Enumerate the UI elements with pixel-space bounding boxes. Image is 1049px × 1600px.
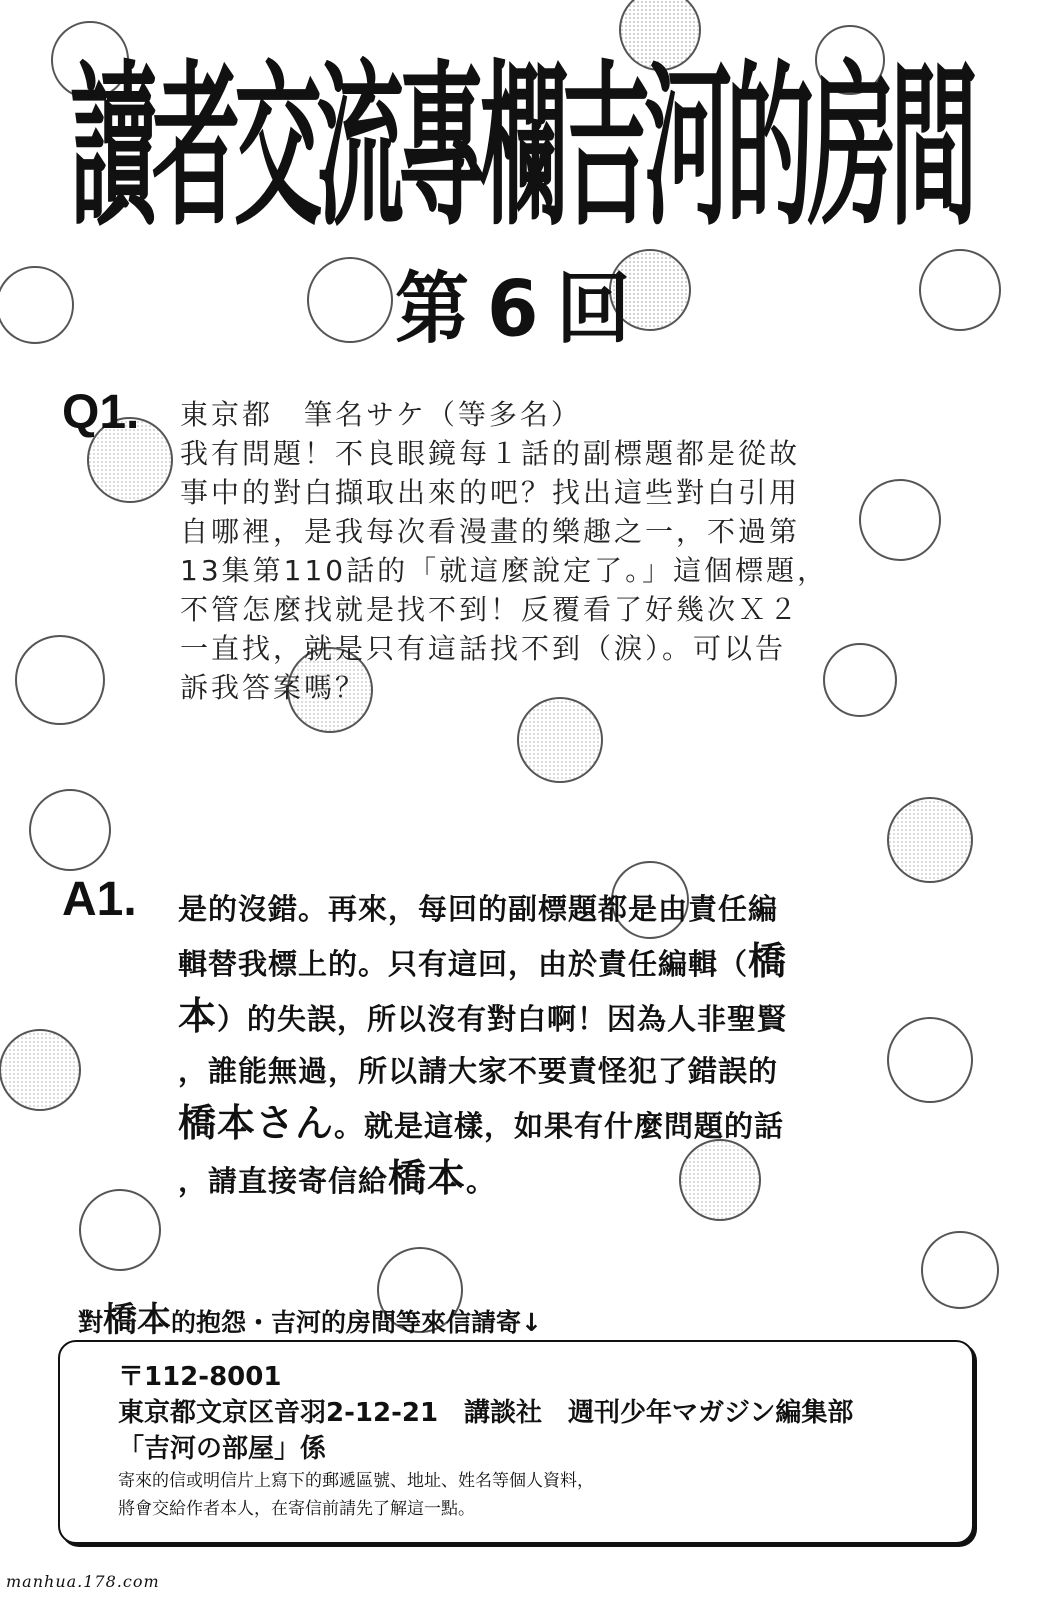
answer-line <box>178 1152 898 1207</box>
mailing-header <box>78 1292 542 1341</box>
emphasis-name: 橋本 <box>388 1156 467 1200</box>
emphasis-name: 本 <box>178 994 218 1038</box>
page-title: 讀者交流專欄吉河的房間 <box>70 44 973 250</box>
answer-text: 輯替我標上的。只有這回，由於責任編輯（ <box>178 947 749 981</box>
mailing-header-text: 對 <box>78 1308 104 1337</box>
answer-line <box>178 1097 898 1152</box>
question-line: 事中的對白擷取出來的吧？找出這些對白引用 <box>180 476 801 509</box>
watermark: manhua.178.com <box>6 1572 160 1591</box>
answer-line: ，誰能無過，所以請大家不要責怪犯了錯誤的 <box>178 1054 779 1088</box>
question-line: 13集第110話的「就這麼說定了。」這個標題， <box>180 554 829 587</box>
privacy-note: 寄來的信或明信片上寫下的郵遞區號、地址、姓名等個人資料， <box>118 1471 594 1491</box>
answer-line: 是的沒錯。再來，每回的副標題都是由責任編 <box>178 892 779 926</box>
answer-body <box>178 883 898 1207</box>
emphasis-name: 橋本さん <box>178 1101 335 1145</box>
mailing-address: 東京都文京区音羽2-12-21 講談社 週刊少年マガジン編集部 <box>118 1398 854 1428</box>
emphasis-name: 橋本 <box>103 1300 172 1340</box>
issue-number: 第6回 <box>395 264 649 355</box>
mailing-attention: 「吉河の部屋」係 <box>118 1434 327 1464</box>
privacy-note: 將會交給作者本人，在寄信前請先了解這一點。 <box>118 1499 475 1519</box>
answer-label: A1. <box>62 873 137 926</box>
answer-line <box>178 990 898 1045</box>
question-label: Q1. <box>62 386 140 439</box>
question-line: 一直找，就是只有這話找不到（淚）。可以告 <box>180 632 787 665</box>
question-line: 不管怎麼找就是找不到！反覆看了好幾次Ｘ２ <box>180 593 801 626</box>
question-line: 東京都 筆名サケ（等多名） <box>180 398 582 431</box>
mailing-address-box <box>58 1340 974 1544</box>
mailing-header-text: 的抱怨・吉河的房間等來信請寄↓ <box>171 1308 542 1337</box>
emphasis-name: 橋 <box>748 939 788 983</box>
answer-text: 。 <box>466 1164 497 1198</box>
answer-text: ）的失誤，所以沒有對白啊！因為人非聖賢 <box>217 1002 788 1036</box>
question-line: 訴我答案嗎？ <box>180 671 367 704</box>
question-body <box>180 395 880 707</box>
question-line: 自哪裡，是我每次看漫畫的樂趣之一，不過第 <box>180 515 801 548</box>
answer-line <box>178 935 898 990</box>
answer-text: 。就是這樣，如果有什麼問題的話 <box>334 1109 785 1143</box>
postal-code: 〒112-8001 <box>118 1362 282 1392</box>
answer-text: ，請直接寄信給 <box>178 1164 389 1198</box>
question-line: 我有問題！不良眼鏡每１話的副標題都是從故 <box>180 437 801 470</box>
